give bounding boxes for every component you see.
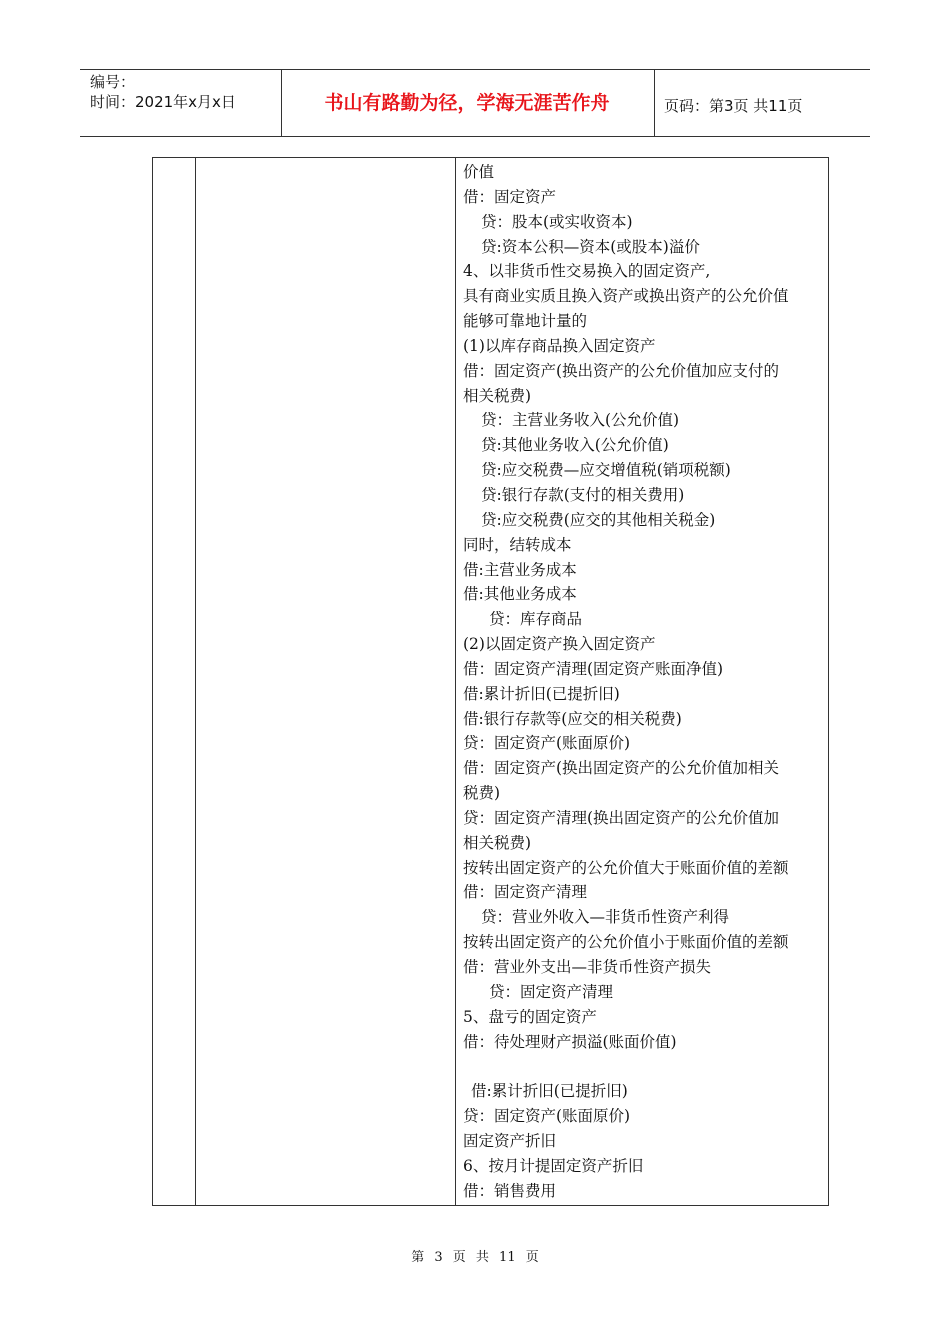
- entry-line: 借：固定资产清理(固定资产账面净值): [463, 659, 724, 678]
- entry-line: (2)以固定资产换入固定资产: [463, 635, 656, 654]
- entry-line: 借：固定资产: [463, 187, 557, 206]
- entry-line: 贷：股本(或实收资本): [481, 212, 633, 231]
- entry-line: 贷:银行存款(支付的相关费用): [481, 485, 685, 504]
- entry-line: 税费): [463, 784, 501, 803]
- entry-line: 贷：主营业务收入(公允价值): [481, 411, 680, 430]
- accounting-entries-cell: [463, 160, 825, 1203]
- entry-line: 借：固定资产(换出资产的公允价值加应支付的: [463, 361, 780, 380]
- header-top-rule: [80, 69, 870, 70]
- document-number-label: 编号：: [90, 73, 136, 91]
- entry-line: 贷:应交税费—应交增值税(销项税额): [481, 461, 731, 480]
- entry-line: 借:银行存款等(应交的相关税费): [463, 709, 682, 728]
- entry-line: 贷：营业外收入—非货币性资产利得: [481, 908, 730, 927]
- table-column-divider-2: [455, 157, 456, 1206]
- entry-line: 贷：固定资产清理(换出固定资产的公允价值加: [463, 808, 780, 827]
- entry-line: 贷:资本公积—资本(或股本)溢价: [481, 237, 700, 256]
- entry-line: 按转出固定资产的公允价值大于账面价值的差额: [463, 858, 789, 877]
- entry-line: 借：固定资产(换出固定资产的公允价值加相关: [463, 759, 780, 778]
- table-column-divider-1: [195, 157, 196, 1206]
- entry-line: 借：固定资产清理: [463, 883, 588, 902]
- header-bottom-rule: [80, 136, 870, 137]
- entry-line: 6、按月计提固定资产折旧: [463, 1156, 644, 1175]
- entry-line: 借:其他业务成本: [463, 585, 577, 604]
- entry-line: 5、盘亏的固定资产: [463, 1007, 597, 1026]
- entry-line: 相关税费): [463, 833, 532, 852]
- entry-line: 贷：固定资产清理: [489, 982, 614, 1001]
- entry-line: 贷:其他业务收入(公允价值): [481, 436, 669, 455]
- entry-line: (1)以库存商品换入固定资产: [463, 336, 656, 355]
- entry-line: 具有商业实质且换入资产或换出资产的公允价值: [463, 287, 789, 306]
- entry-line: 借:累计折旧(已提折旧): [463, 684, 620, 703]
- entry-line: 贷：库存商品: [489, 610, 583, 629]
- entry-line: 借：待处理财产损溢(账面价值): [463, 1032, 677, 1051]
- header-motto: 书山有路勤为径，学海无涯苦作舟: [324, 92, 610, 114]
- entry-line: 能够可靠地计量的: [463, 312, 588, 331]
- entry-line: 借:主营业务成本: [463, 560, 577, 579]
- entry-line: 借：营业外支出—非货币性资产损失: [463, 958, 712, 976]
- entry-line: 贷：固定资产(账面原价): [463, 734, 631, 753]
- entry-line: 4、以非货币性交易换入的固定资产,: [463, 262, 711, 281]
- entry-line: [463, 1054, 825, 1079]
- entry-line: 同时，结转成本: [463, 535, 572, 554]
- entry-line: 按转出固定资产的公允价值小于账面价值的差额: [463, 933, 789, 952]
- entry-line: 相关税费): [463, 386, 532, 405]
- document-time-label: 时间：2021年x月x日: [90, 93, 236, 111]
- entry-line: 借：销售费用: [463, 1181, 557, 1200]
- entry-line: 贷:应交税费(应交的其他相关税金): [481, 510, 716, 529]
- entry-line: 借:累计折旧(已提折旧): [471, 1082, 628, 1101]
- page-indicator: 页码：第3页 共11页: [664, 97, 803, 115]
- entry-line: 价值: [463, 163, 495, 181]
- page-footer: 第 3 页 共 11 页: [411, 1250, 539, 1265]
- entry-line: 贷：固定资产(账面原价): [463, 1107, 631, 1126]
- header-divider-2: [654, 69, 655, 136]
- entry-line: 固定资产折旧: [463, 1131, 557, 1150]
